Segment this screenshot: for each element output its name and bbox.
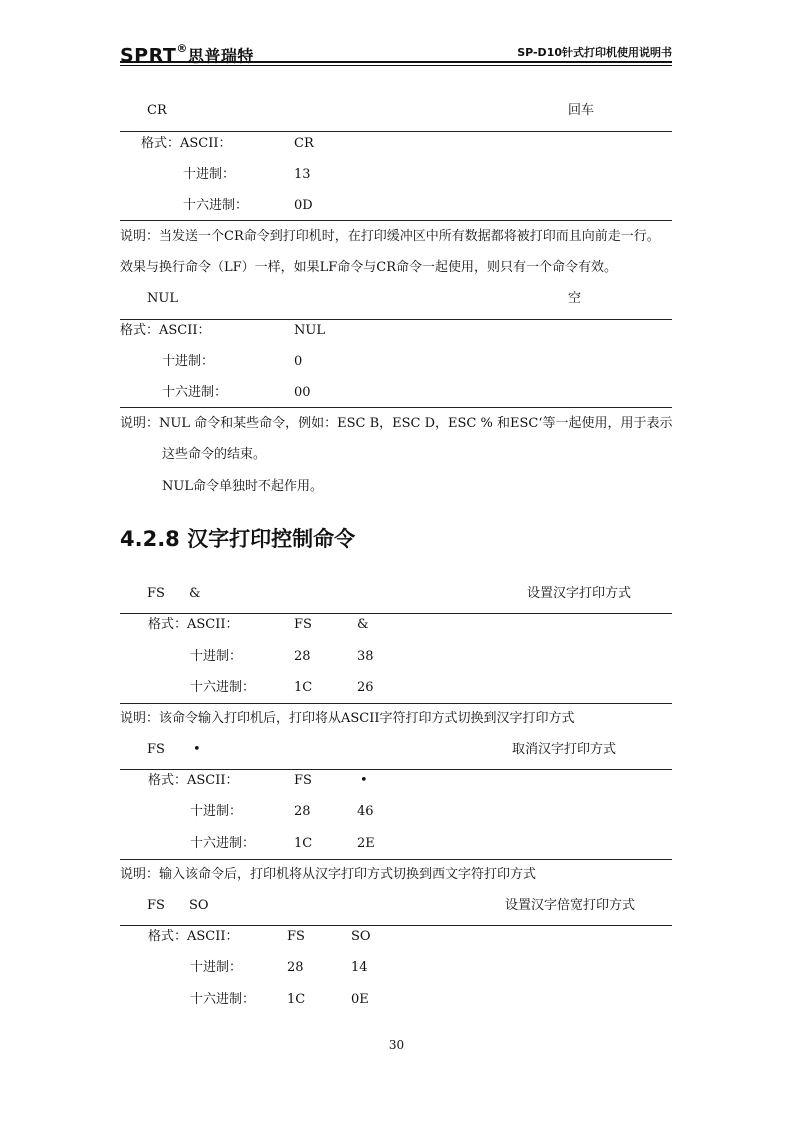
cmd-fs-dot-decimal-label: 十进制：	[190, 804, 243, 819]
cmd-nul-decimal-label: 十进制：	[162, 354, 215, 369]
cmd-fs-dot-rule-bottom	[120, 859, 672, 860]
cmd-cr-rule-top	[120, 131, 672, 132]
brand-logo	[120, 40, 254, 67]
brand-cn-name: 思普瑞特	[187, 46, 254, 66]
cmd-cr-ascii: CR	[294, 136, 314, 151]
cmd-cr-hex: 0D	[294, 198, 313, 213]
cmd-fs-dot-ascii-1: FS	[294, 773, 312, 788]
header-rule-thin	[120, 65, 672, 66]
cmd-fs-so-ascii-1: FS	[287, 929, 305, 944]
cmd-nul-rule-bottom	[120, 407, 672, 408]
cmd-fs-dot-hex-1: 1C	[294, 836, 313, 851]
cmd-cr-decimal: 13	[294, 167, 311, 182]
cmd-fs-amp-decimal-1: 28	[294, 649, 311, 664]
cmd-fs-amp-desc: 设置汉字打印方式	[527, 586, 632, 601]
cmd-fs-so-decimal-label: 十进制：	[190, 960, 243, 975]
cmd-fs-dot-decimal-2: 46	[357, 804, 374, 819]
cmd-fs-amp-ascii-1: FS	[294, 617, 312, 632]
cmd-fs-so-hex-2: 0E	[351, 992, 369, 1007]
cmd-fs-dot-rule-top	[120, 769, 672, 770]
cmd-fs-dot-name: FS	[147, 742, 165, 757]
registered-mark: ®	[176, 42, 188, 55]
cmd-fs-so-desc: 设置汉字倍宽打印方式	[505, 898, 636, 913]
brand-name: SPRT	[120, 44, 177, 67]
cmd-nul-hex-label: 十六进制：	[162, 385, 228, 400]
cmd-fs-amp-arg: &	[189, 586, 201, 601]
cmd-fs-so-hex-label: 十六进制：	[190, 992, 256, 1007]
cmd-nul-desc: 空	[568, 291, 582, 306]
cmd-fs-so-format-label: 格式：ASCII：	[148, 929, 239, 944]
cmd-fs-amp-format-label: 格式：ASCII：	[148, 617, 239, 632]
cmd-nul-decimal: 0	[294, 354, 303, 369]
cmd-nul-hex: 00	[294, 385, 311, 400]
cmd-nul-ascii: NUL	[294, 323, 325, 338]
cmd-cr-hex-label: 十六进制：	[183, 198, 249, 213]
cmd-fs-amp-decimal-label: 十进制：	[190, 649, 243, 664]
cmd-fs-amp-hex-label: 十六进制：	[190, 680, 256, 695]
cmd-cr-name: CR	[147, 103, 167, 118]
cmd-cr-rule-bottom	[120, 220, 672, 221]
cmd-nul-note-1: 说明：NUL 命令和某些命令，例如：ESC B，ESC D，ESC % 和ESC‘等一起使用，用于表示	[120, 416, 673, 431]
cmd-cr-desc: 回车	[568, 103, 595, 118]
cmd-fs-amp-name: FS	[147, 586, 165, 601]
cmd-fs-amp-decimal-2: 38	[357, 649, 374, 664]
cmd-fs-so-hex-1: 1C	[287, 992, 306, 1007]
cmd-cr-format-label: 格式：ASCII：	[141, 136, 232, 151]
cmd-fs-dot-decimal-1: 28	[294, 804, 311, 819]
cmd-cr-decimal-label: 十进制：	[183, 167, 236, 182]
cmd-nul-rule-top	[120, 319, 672, 320]
cmd-fs-amp-rule-bottom	[120, 703, 672, 704]
cmd-fs-amp-note: 说明：该命令输入打印机后，打印将从ASCII字符打印方式切换到汉字打印方式	[120, 711, 575, 726]
cmd-fs-dot-desc: 取消汉字打印方式	[512, 742, 617, 757]
header-rule	[120, 61, 672, 63]
cmd-fs-amp-ascii-2: &	[357, 617, 369, 632]
cmd-fs-amp-rule-top	[120, 613, 672, 614]
cmd-nul-format-label: 格式：ASCII：	[120, 323, 211, 338]
cmd-fs-dot-hex-2: 2E	[357, 836, 375, 851]
cmd-nul-name: NUL	[147, 291, 178, 306]
cmd-fs-amp-hex-1: 1C	[294, 680, 313, 695]
section-title: 4.2.8 汉字打印控制命令	[120, 527, 356, 551]
cmd-fs-dot-format-label: 格式：ASCII：	[148, 773, 239, 788]
cmd-fs-dot-ascii-2: •	[360, 773, 368, 788]
cmd-fs-amp-hex-2: 26	[357, 680, 374, 695]
cmd-fs-dot-note: 说明：输入该命令后，打印机将从汉字打印方式切换到西文字符打印方式	[120, 867, 537, 882]
cmd-cr-note-1: 说明：当发送一个CR命令到打印机时，在打印缓冲区中所有数据都将被打印而且向前走一行。	[120, 229, 660, 244]
manual-title: SP-D10针式打印机使用说明书	[517, 46, 672, 59]
cmd-fs-so-ascii-2: SO	[351, 929, 371, 944]
cmd-cr-note-2: 效果与换行命令（LF）一样，如果LF命令与CR命令一起使用，则只有一个命令有效。	[120, 260, 618, 275]
cmd-fs-so-name: FS	[147, 898, 165, 913]
cmd-fs-so-rule-top	[120, 925, 672, 926]
cmd-fs-dot-hex-label: 十六进制：	[190, 836, 256, 851]
cmd-fs-so-decimal-1: 28	[287, 960, 304, 975]
cmd-fs-so-arg: SO	[189, 898, 209, 913]
cmd-nul-note-2: 这些命令的结束。	[162, 447, 267, 462]
page-number: 30	[388, 1038, 405, 1052]
cmd-nul-note-3: NUL命令单独时不起作用。	[162, 479, 323, 494]
cmd-fs-so-decimal-2: 14	[351, 960, 368, 975]
cmd-fs-dot-arg: •	[193, 742, 201, 757]
